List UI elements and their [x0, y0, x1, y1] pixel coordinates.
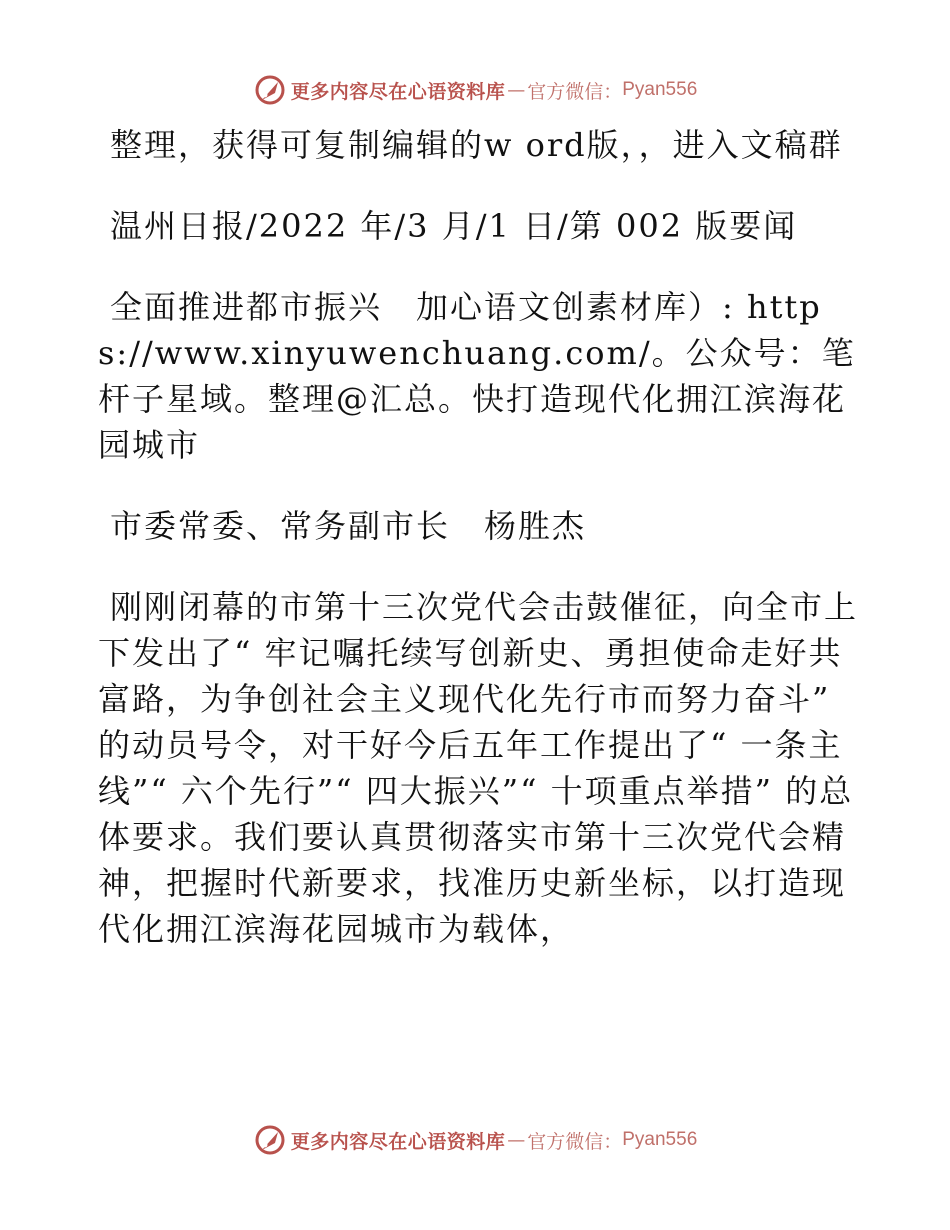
quill-logo-icon — [253, 73, 287, 107]
paragraph-body — [98, 584, 858, 952]
paragraph-text: 整理，获得可复制编辑的w ord版，，进入文稿群 — [110, 126, 843, 164]
paragraph-intro — [98, 122, 858, 168]
banner-wechat-label: 官方微信： — [527, 1130, 623, 1153]
paragraph-headline — [98, 284, 858, 468]
watermark-banner-top — [0, 70, 950, 110]
paragraph-text: 温州日报/2022 年/3 月/1 日/第 002 版要闻 — [110, 207, 798, 245]
document-body — [98, 122, 858, 952]
banner-wechat-label: 官方微信： — [527, 80, 623, 103]
watermark-banner-bottom — [0, 1120, 950, 1160]
paragraph-source — [98, 203, 858, 249]
paragraph-text: 全面推进都市振兴 加心语文创素材库）: https://www.xinyuwenchuang.com/。公众号：笔杆子星域。整理@汇总。快打造现代化拥江滨海花园城市 — [98, 288, 856, 464]
banner-brand: 更多内容尽在心语资料库 — [290, 1130, 506, 1153]
paragraph-text: 市委常委、常务副市长 杨胜杰 — [110, 507, 587, 545]
paragraph-author — [98, 503, 858, 549]
banner-dash: — — [507, 1129, 526, 1151]
banner-dash: — — [507, 79, 526, 101]
banner-account: Pyan556 — [622, 79, 698, 100]
quill-logo-icon — [253, 1123, 287, 1157]
paragraph-text: 刚刚闭幕的市第十三次党代会击鼓催征，向全市上下发出了“ 牢记嘱托续写创新史、勇担使命走好共富路，为争创社会主义现代化先行市而努力奋斗” 的动员号令，对干好今后五年工作提出了“ 一条主线”“ 六个先行”“ 四大振兴”“ 十项重点举措” 的总体要求。我们要认真贯彻落实市第十三次党代会精神，把握时代新要求，找准历史新坐标，以打造现代化拥江滨海花园城市为载体， — [98, 588, 859, 948]
banner-brand: 更多内容尽在心语资料库 — [290, 80, 506, 103]
banner-account: Pyan556 — [622, 1129, 698, 1150]
